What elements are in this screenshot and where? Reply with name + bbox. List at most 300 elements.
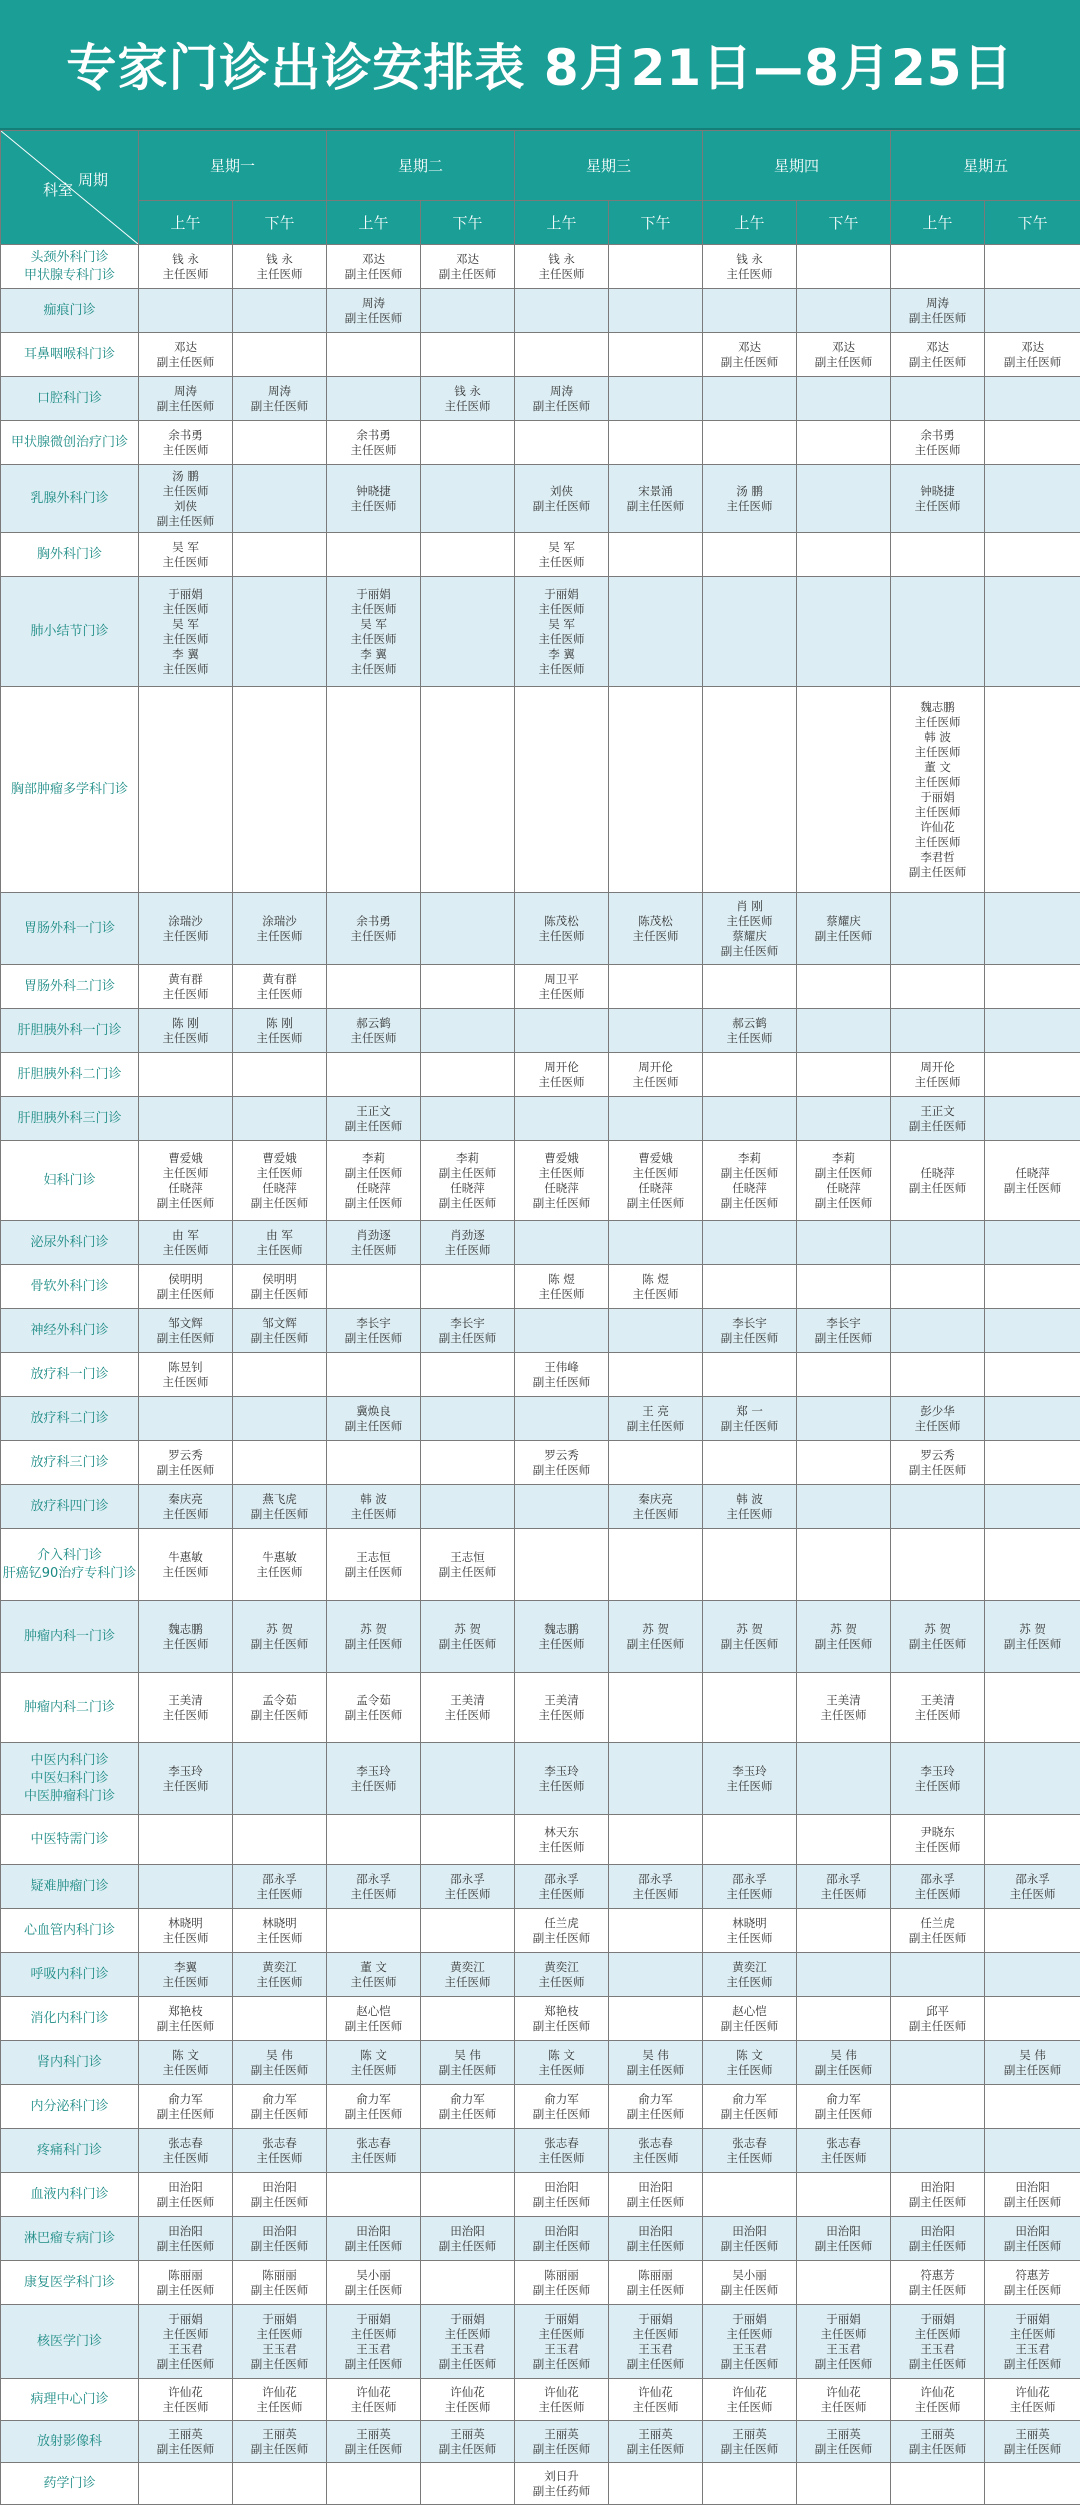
doctor-title: 副主任医师	[908, 2194, 967, 2209]
doctor-name: 任晓萍	[262, 1180, 297, 1195]
doctor-name: 王美清	[450, 1692, 485, 1707]
schedule-cell	[139, 1221, 233, 1265]
dept-name-line: 胸部肿瘤多学科门诊	[10, 781, 128, 797]
doctor-name: 王美清	[544, 1692, 579, 1707]
schedule-cell	[327, 1815, 421, 1865]
doctor-title: 主任医师	[538, 1636, 585, 1651]
doctor-title: 主任医师	[350, 601, 397, 616]
schedule-cell	[421, 333, 515, 377]
schedule-cell	[703, 377, 797, 421]
doctor-title: 副主任医师	[1003, 2062, 1062, 2077]
schedule-cell	[233, 1673, 327, 1743]
schedule-cell	[233, 893, 327, 965]
dept-name-line: 妇科门诊	[43, 1172, 96, 1188]
schedule-cell	[139, 2173, 233, 2217]
schedule-cell	[233, 377, 327, 421]
schedule-cell	[797, 1673, 891, 1743]
doctor-title: 副主任医师	[626, 2356, 685, 2371]
doctor-name: 邓达	[362, 251, 386, 266]
dept-name-cell	[1, 1265, 139, 1309]
doctor-title: 副主任医师	[908, 1118, 967, 1133]
doctor-name: 周开伦	[920, 1059, 955, 1074]
dept-name-line: 乳腺外科门诊	[30, 490, 109, 506]
schedule-cell	[985, 965, 1080, 1009]
doctor-name: 董 文	[924, 759, 951, 774]
schedule-cell	[139, 1953, 233, 1997]
doctor-title: 副主任医师	[438, 2356, 497, 2371]
schedule-cell	[139, 1397, 233, 1441]
dept-name-line: 耳鼻咽喉科门诊	[23, 346, 115, 362]
doctor-name: 吴 伟	[266, 2047, 293, 2062]
schedule-cell	[891, 687, 985, 893]
doctor-title: 主任医师	[538, 1778, 585, 1793]
schedule-cell	[985, 333, 1080, 377]
schedule-cell	[515, 2085, 609, 2129]
schedule-cell	[891, 1601, 985, 1673]
doctor-title: 主任医师	[162, 1030, 209, 1045]
doctor-name: 许仙花	[1015, 2384, 1050, 2399]
schedule-cell	[233, 1141, 327, 1221]
dept-name-line: 神经外科门诊	[30, 1322, 109, 1338]
dept-name-cell	[1, 2261, 139, 2305]
doctor-title: 主任医师	[1009, 2399, 1056, 2414]
schedule-cell	[421, 2041, 515, 2085]
schedule-cell	[139, 1097, 233, 1141]
schedule-cell	[891, 965, 985, 1009]
schedule-cell	[515, 2217, 609, 2261]
table-row	[1, 2305, 1080, 2379]
dept-name-cell	[1, 533, 139, 577]
doctor-name: 曹爱娥	[638, 1150, 673, 1165]
doctor-name: 邹文辉	[168, 1315, 203, 1330]
doctor-name: 于丽娟	[732, 2311, 767, 2326]
dept-name-line: 放射影像科	[36, 2433, 102, 2449]
doctor-name: 王 亮	[642, 1403, 669, 1418]
doctor-name: 于丽娟	[544, 586, 579, 601]
doctor-name: 王丽英	[638, 2426, 673, 2441]
period-header-row	[1, 201, 1080, 245]
doctor-name: 邓达	[1021, 339, 1045, 354]
schedule-cell	[985, 1309, 1080, 1353]
doctor-title: 副主任药师	[532, 2483, 591, 2498]
doctor-title: 主任医师	[162, 483, 209, 498]
schedule-cell	[797, 1009, 891, 1053]
table-row	[1, 1865, 1080, 1909]
table-row	[1, 1441, 1080, 1485]
schedule-cell	[985, 2173, 1080, 2217]
schedule-cell	[327, 377, 421, 421]
dept-name-cell	[1, 1815, 139, 1865]
schedule-cell	[703, 893, 797, 965]
doctor-title: 副主任医师	[344, 2441, 403, 2456]
dept-name-line: 胃肠外科一门诊	[23, 920, 115, 936]
table-row	[1, 1485, 1080, 1529]
doctor-name: 王玉君	[1015, 2341, 1050, 2356]
dept-name-cell	[1, 1221, 139, 1265]
doctor-title: 副主任医师	[532, 2441, 591, 2456]
dept-name-cell	[1, 1441, 139, 1485]
schedule-cell	[139, 1909, 233, 1953]
schedule-cell	[609, 421, 703, 465]
doctor-title: 副主任医师	[720, 1165, 779, 1180]
dept-name-line: 心血管内科门诊	[23, 1922, 115, 1938]
table-row	[1, 465, 1080, 533]
schedule-cell	[609, 533, 703, 577]
doctor-name: 张志春	[638, 2135, 673, 2150]
doctor-name: 王丽英	[168, 2426, 203, 2441]
schedule-cell	[327, 1141, 421, 1221]
doctor-title: 副主任医师	[626, 2238, 685, 2253]
schedule-cell	[515, 2463, 609, 2505]
doctor-name: 肖劲逐	[356, 1227, 391, 1242]
schedule-cell	[703, 1673, 797, 1743]
doctor-name: 李莉	[362, 1150, 386, 1165]
doctor-title: 副主任医师	[438, 1564, 497, 1579]
schedule-cell	[233, 2173, 327, 2217]
schedule-cell	[609, 893, 703, 965]
doctor-title: 副主任医师	[344, 1195, 403, 1210]
doctor-title: 副主任医师	[814, 2238, 873, 2253]
schedule-cell	[609, 2379, 703, 2421]
doctor-title: 副主任医师	[344, 2106, 403, 2121]
schedule-cell	[515, 1997, 609, 2041]
schedule-cell	[233, 533, 327, 577]
doctor-name: 田治阳	[262, 2179, 297, 2194]
doctor-name: 王玉君	[356, 2341, 391, 2356]
doctor-title: 副主任医师	[156, 2441, 215, 2456]
doctor-title: 副主任医师	[250, 1195, 309, 1210]
schedule-cell	[327, 1397, 421, 1441]
doctor-name: 李长宇	[356, 1315, 391, 1330]
dept-name-cell	[1, 1053, 139, 1097]
doctor-title: 主任医师	[632, 1506, 679, 1521]
schedule-cell	[515, 1265, 609, 1309]
dept-name-line: 放疗科二门诊	[30, 1410, 109, 1426]
doctor-title: 主任医师	[820, 1886, 867, 1901]
doctor-name: 邵永孚	[1015, 1871, 1050, 1886]
doctor-name: 陈昱钊	[168, 1359, 203, 1374]
doctor-name: 钱 永	[454, 383, 481, 398]
doctor-name: 肖 刚	[736, 898, 763, 913]
schedule-cell	[703, 1353, 797, 1397]
doctor-title: 主任医师	[1009, 1886, 1056, 1901]
doctor-title: 副主任医师	[344, 2356, 403, 2371]
doctor-title: 主任医师	[256, 1564, 303, 1579]
schedule-cell	[139, 2261, 233, 2305]
doctor-name: 李长宇	[450, 1315, 485, 1330]
schedule-cell	[797, 2305, 891, 2379]
doctor-name: 符惠芳	[1015, 2267, 1050, 2282]
doctor-name: 王玉君	[450, 2341, 485, 2356]
doctor-title: 副主任医师	[532, 2238, 591, 2253]
doctor-name: 邵永孚	[356, 1871, 391, 1886]
doctor-title: 副主任医师	[438, 1165, 497, 1180]
doctor-name: 张志春	[168, 2135, 203, 2150]
schedule-cell	[609, 1221, 703, 1265]
schedule-cell	[139, 1743, 233, 1815]
schedule-cell	[609, 1865, 703, 1909]
doctor-title: 主任医师	[726, 1930, 773, 1945]
doctor-name: 田治阳	[1015, 2223, 1050, 2238]
schedule-cell	[515, 1141, 609, 1221]
schedule-cell	[421, 1097, 515, 1141]
schedule-cell	[233, 1485, 327, 1529]
schedule-cell	[703, 2305, 797, 2379]
doctor-title: 主任医师	[538, 1707, 585, 1722]
doctor-name: 陈丽丽	[262, 2267, 297, 2282]
dept-name-cell	[1, 2421, 139, 2463]
doctor-name: 田治阳	[450, 2223, 485, 2238]
doctor-title: 主任医师	[538, 1286, 585, 1301]
table-row	[1, 1815, 1080, 1865]
schedule-cell	[891, 1353, 985, 1397]
doctor-title: 主任医师	[538, 631, 585, 646]
doctor-name: 邵永孚	[638, 1871, 673, 1886]
schedule-cell	[421, 2421, 515, 2463]
schedule-cell	[891, 533, 985, 577]
doctor-name: 侯明明	[168, 1271, 203, 1286]
schedule-cell	[797, 533, 891, 577]
doctor-name: 俞力军	[732, 2091, 767, 2106]
schedule-cell	[233, 289, 327, 333]
schedule-cell	[233, 2305, 327, 2379]
doctor-title: 副主任医师	[1003, 2441, 1062, 2456]
schedule-cell	[609, 465, 703, 533]
schedule-cell	[797, 1743, 891, 1815]
schedule-cell	[891, 2379, 985, 2421]
weekday-header: 星期五	[891, 131, 1080, 201]
schedule-cell	[703, 1309, 797, 1353]
doctor-title: 副主任医师	[344, 1118, 403, 1133]
schedule-cell	[703, 2085, 797, 2129]
schedule-cell	[985, 245, 1080, 289]
schedule-cell	[515, 1397, 609, 1441]
schedule-cell	[985, 1353, 1080, 1397]
doctor-title: 主任医师	[162, 1930, 209, 1945]
doctor-name: 邵永孚	[732, 1871, 767, 1886]
doctor-name: 田治阳	[544, 2223, 579, 2238]
doctor-name: 刘侠	[174, 498, 197, 513]
schedule-cell	[139, 577, 233, 687]
doctor-name: 吴 军	[360, 616, 387, 631]
dept-name-cell	[1, 965, 139, 1009]
schedule-cell	[139, 1441, 233, 1485]
doctor-name: 邓达	[456, 251, 480, 266]
schedule-cell	[515, 2421, 609, 2463]
schedule-cell	[421, 2463, 515, 2505]
dept-name-cell	[1, 1485, 139, 1529]
dept-name-line: 胃肠外科二门诊	[23, 978, 115, 994]
schedule-cell	[327, 1485, 421, 1529]
doctor-name: 邱平	[926, 2003, 950, 2018]
schedule-cell	[609, 333, 703, 377]
doctor-name: 苏 贺	[454, 1621, 481, 1636]
doctor-name: 王玉君	[638, 2341, 673, 2356]
doctor-title: 主任医师	[914, 714, 961, 729]
doctor-title: 主任医师	[350, 1242, 397, 1257]
schedule-cell	[609, 1397, 703, 1441]
schedule-cell	[233, 1053, 327, 1097]
schedule-cell	[985, 893, 1080, 965]
schedule-cell	[609, 1909, 703, 1953]
schedule-cell	[797, 2129, 891, 2173]
schedule-cell	[703, 1097, 797, 1141]
doctor-name: 陈丽丽	[168, 2267, 203, 2282]
schedule-cell	[985, 2379, 1080, 2421]
schedule-cell	[797, 1997, 891, 2041]
period-header: 下午	[985, 201, 1080, 245]
schedule-cell	[891, 1953, 985, 1997]
schedule-cell	[139, 2463, 233, 2505]
doctor-name: 俞力军	[356, 2091, 391, 2106]
schedule-cell	[233, 1265, 327, 1309]
schedule-cell	[703, 421, 797, 465]
doctor-title: 副主任医师	[532, 2282, 591, 2297]
schedule-cell	[891, 1097, 985, 1141]
doctor-name: 任晓萍	[638, 1180, 673, 1195]
period-header: 上午	[327, 201, 421, 245]
schedule-cell	[703, 1997, 797, 2041]
schedule-cell	[327, 1865, 421, 1909]
doctor-name: 林晓明	[168, 1915, 203, 1930]
schedule-cell	[891, 1397, 985, 1441]
schedule-cell	[797, 2463, 891, 2505]
doctor-name: 秦庆亮	[168, 1491, 203, 1506]
doctor-title: 主任医师	[256, 1974, 303, 1989]
doctor-title: 主任医师	[350, 661, 397, 676]
doctor-name: 李玉玲	[732, 1763, 767, 1778]
doctor-title: 主任医师	[350, 498, 397, 513]
schedule-cell	[421, 1953, 515, 1997]
schedule-cell	[139, 377, 233, 421]
doctor-name: 任晓萍	[544, 1180, 579, 1195]
dept-name-cell	[1, 687, 139, 893]
schedule-cell	[985, 1141, 1080, 1221]
doctor-name: 魏志鹏	[544, 1621, 579, 1636]
doctor-name: 陈茂松	[638, 913, 673, 928]
doctor-title: 副主任医师	[1003, 2356, 1062, 2371]
doctor-title: 主任医师	[162, 1564, 209, 1579]
schedule-cell	[515, 1865, 609, 1909]
doctor-name: 吴小丽	[732, 2267, 767, 2282]
doctor-title: 主任医师	[820, 2326, 867, 2341]
doctor-title: 主任医师	[256, 266, 303, 281]
doctor-name: 吴 伟	[830, 2047, 857, 2062]
dept-name-cell	[1, 1743, 139, 1815]
doctor-title: 主任医师	[538, 2326, 585, 2341]
schedule-cell	[421, 377, 515, 421]
doctor-name: 余书勇	[356, 427, 391, 442]
doctor-title: 主任医师	[162, 631, 209, 646]
doctor-name: 黄奕江	[732, 1959, 767, 1974]
doctor-name: 牛惠敏	[262, 1549, 297, 1564]
schedule-cell	[891, 245, 985, 289]
doctor-title: 主任医师	[726, 1886, 773, 1901]
doctor-title: 副主任医师	[1003, 354, 1062, 369]
dept-name-line: 肝胆胰外科二门诊	[17, 1066, 122, 1082]
doctor-title: 主任医师	[914, 804, 961, 819]
doctor-title: 主任医师	[444, 2326, 491, 2341]
doctor-name: 刘日升	[544, 2468, 579, 2483]
schedule-cell	[327, 245, 421, 289]
doctor-title: 副主任医师	[908, 2441, 967, 2456]
doctor-title: 副主任医师	[626, 2062, 685, 2077]
doctor-title: 主任医师	[632, 1165, 679, 1180]
schedule-cell	[421, 1815, 515, 1865]
schedule-cell	[139, 289, 233, 333]
schedule-cell	[515, 1953, 609, 1997]
doctor-title: 主任医师	[726, 498, 773, 513]
schedule-cell	[703, 1601, 797, 1673]
schedule-cell	[421, 1865, 515, 1909]
doctor-title: 主任医师	[256, 1930, 303, 1945]
schedule-cell	[891, 1673, 985, 1743]
doctor-name: 郑 一	[736, 1403, 763, 1418]
table-row	[1, 2379, 1080, 2421]
schedule-cell	[797, 687, 891, 893]
schedule-cell	[327, 1009, 421, 1053]
doctor-name: 于丽娟	[168, 586, 203, 601]
doctor-title: 主任医师	[444, 2399, 491, 2414]
doctor-name: 王正文	[356, 1103, 391, 1118]
dept-name-cell	[1, 1997, 139, 2041]
table-row	[1, 1909, 1080, 1953]
table-row	[1, 1141, 1080, 1221]
doctor-title: 副主任医师	[156, 2282, 215, 2297]
schedule-cell	[139, 533, 233, 577]
schedule-cell	[609, 1485, 703, 1529]
schedule-cell	[703, 2173, 797, 2217]
schedule-cell	[327, 2041, 421, 2085]
schedule-cell	[797, 893, 891, 965]
schedule-cell	[985, 2217, 1080, 2261]
schedule-cell	[139, 1009, 233, 1053]
doctor-name: 任晓萍	[732, 1180, 767, 1195]
schedule-cell	[797, 1397, 891, 1441]
dept-name-cell	[1, 1865, 139, 1909]
doctor-title: 副主任医师	[532, 498, 591, 513]
schedule-cell	[703, 2463, 797, 2505]
doctor-name: 由 军	[172, 1227, 199, 1242]
doctor-title: 主任医师	[256, 928, 303, 943]
doctor-title: 主任医师	[726, 2326, 773, 2341]
dept-name-cell	[1, 2379, 139, 2421]
schedule-cell	[703, 1529, 797, 1601]
doctor-name: 陈 刚	[172, 1015, 199, 1030]
doctor-title: 副主任医师	[156, 1462, 215, 1477]
doctor-name: 罗云秀	[168, 1447, 203, 1462]
schedule-cell	[327, 1097, 421, 1141]
schedule-cell	[327, 2129, 421, 2173]
doctor-title: 副主任医师	[908, 864, 967, 879]
schedule-cell	[703, 245, 797, 289]
schedule-cell	[515, 333, 609, 377]
doctor-name: 孟令茹	[262, 1692, 297, 1707]
schedule-cell	[891, 2041, 985, 2085]
doctor-name: 董 文	[360, 1959, 387, 1974]
doctor-name: 吴 伟	[454, 2047, 481, 2062]
doctor-title: 主任医师	[538, 554, 585, 569]
doctor-name: 韩 波	[924, 729, 951, 744]
schedule-cell	[797, 1953, 891, 1997]
table-row	[1, 333, 1080, 377]
doctor-title: 副主任医师	[1003, 2282, 1062, 2297]
doctor-title: 主任医师	[162, 2062, 209, 2077]
doctor-title: 副主任医师	[344, 1564, 403, 1579]
doctor-title: 主任医师	[162, 601, 209, 616]
doctor-name: 余书勇	[168, 427, 203, 442]
schedule-cell	[327, 533, 421, 577]
